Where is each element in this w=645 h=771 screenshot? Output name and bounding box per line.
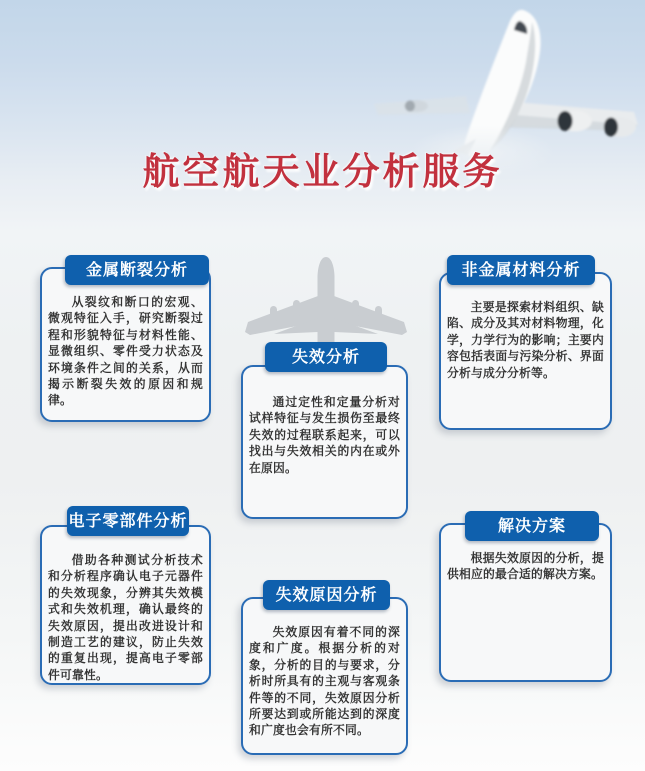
card-nonmetal-material-body: 主要是探索材料组织、缺陷、成分及其对材料物理，化学，力学行为的影响；主要内容包括表面与污染分析、界面分析与成分分析等。: [447, 300, 604, 380]
card-failure-analysis-header: [265, 342, 387, 372]
card-nonmetal-material-header: [447, 255, 595, 285]
card-metal-fracture-body: 从裂纹和断口的宏观、微观特征入手，研究断裂过程和形貌特征与材料性能、显微组织、零件受力状态及环境条件之间的关系，从而揭示断裂失效的原因和规律。: [48, 295, 203, 408]
card-title: 金属断裂分析: [85, 260, 188, 279]
card-failure-cause-analysis: [241, 585, 408, 755]
card-electronic-parts-analysis: [40, 511, 211, 685]
card-metal-fracture-header: [65, 255, 209, 285]
card-failure-cause-body: 失效原因有着不同的深度和广度。根据分析的对象，分析的目的与要求，分析时所具有的主观与客观条件等的不同，失效原因分析所要达到或所能达到的深度和广度也会有所不同。: [249, 625, 400, 738]
card-failure-analysis: [241, 347, 408, 519]
card-title: 非金属材料分析: [461, 260, 581, 279]
card-solution-header: [465, 511, 599, 541]
card-title: 解决方案: [497, 516, 566, 535]
card-title: 失效分析: [291, 347, 360, 366]
card-failure-cause-header: [263, 580, 390, 610]
card-electronic-parts-body: 借助各种测试分析技术和分析程序确认电子元器件的失效现象，分辨其失效模式和失效机理，确认最终的失效原因，提出改进设计和制造工艺的建议，防止失效的重复出现，提高电子零部件可靠性。: [48, 553, 203, 682]
card-title: 电子零部件分析: [68, 511, 188, 530]
card-solution: [439, 516, 612, 682]
page-title: 航空航天业分析服务: [142, 149, 503, 193]
card-electronic-parts-header: [67, 506, 189, 536]
card-metal-fracture-analysis: [40, 260, 211, 422]
card-failure-analysis-body: 通过定性和定量分析对试样特征与发生损伤至最终失效的过程联系起来，可以找出与失效相关的内在或外在原因。: [249, 395, 400, 475]
card-nonmetal-material-analysis: [439, 260, 612, 430]
card-title: 失效原因分析: [275, 585, 378, 604]
card-solution-body: 根据失效原因的分析，提供相应的最合适的解决方案。: [447, 551, 604, 582]
